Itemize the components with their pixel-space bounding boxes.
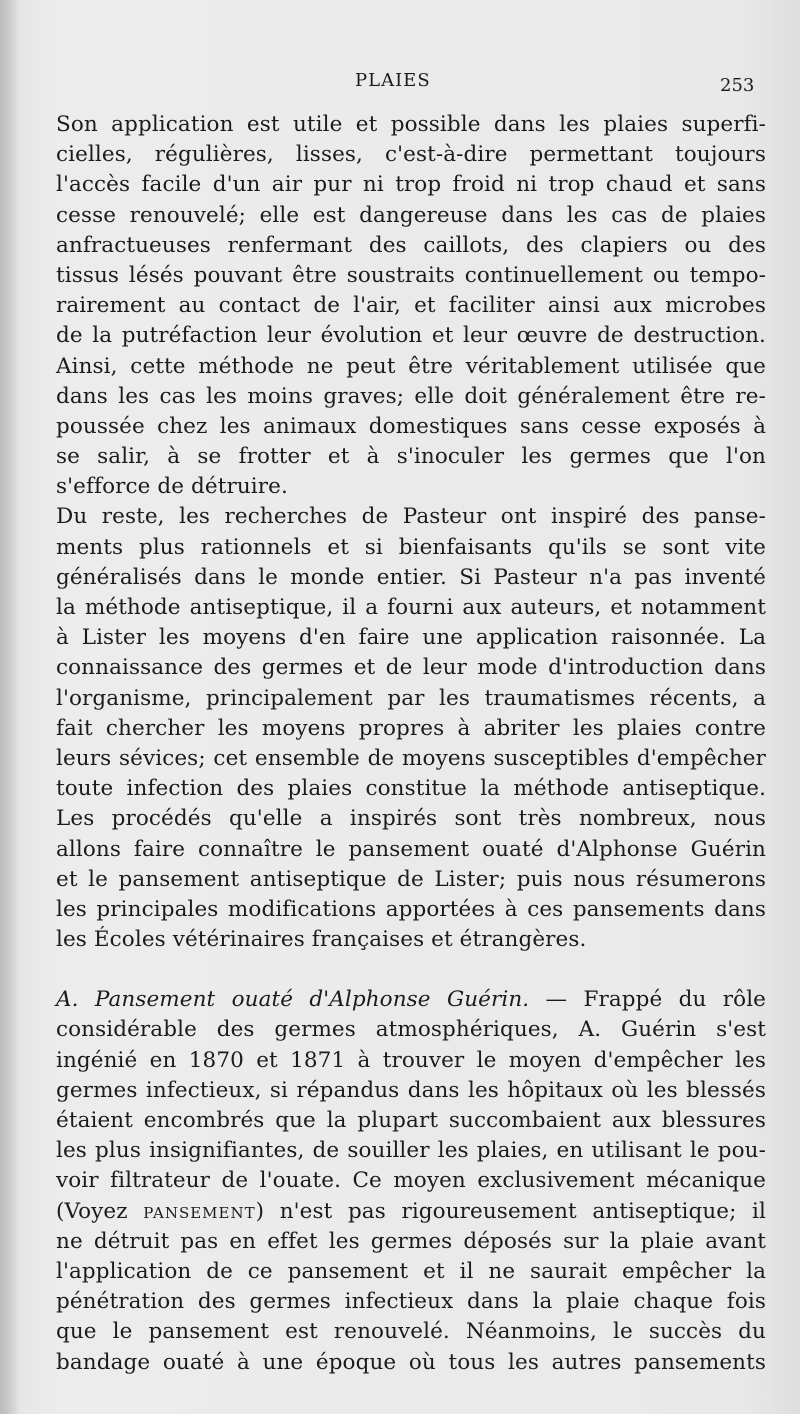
text-line: ne détruit pas en effet les germes déposés sur la plaie avant [56,1228,766,1254]
section-heading: A. Pansement ouaté d'Alphonse Guérin. [56,987,530,1013]
voyez-text: (Voyez [56,1198,144,1224]
heading-line-text: — Frappé du rôle [529,987,766,1013]
text-line: les Écoles vétérinaires françaises et étrangères. [56,927,587,953]
text-line: l'organisme, principalement par les traumatismes récents, a [56,685,766,711]
text-line: tissus lésés pouvant être soustraits continuellement ou tempo- [56,262,766,288]
text-line: cielles, régulières, lisses, c'est-à-dire permettant toujours [56,142,766,168]
text-line: l'application de ce pansement et il ne saurait empêcher la [56,1258,766,1284]
cross-reference-line [56,1197,766,1227]
text-line: Ainsi, cette méthode ne peut être véritablement utilisée que [56,353,766,379]
text-line: leurs sévices; cet ensemble de moyens susceptibles d'empêcher [56,745,766,771]
text-line: considérable des germes atmosphériques, A. Guérin s'est [56,1017,766,1043]
paragraph-3 [56,985,766,1377]
running-title: PLAIES [355,70,431,91]
text-line: ments plus rationnels et si bienfaisants qu'ils se sont vite [56,534,766,560]
paragraph-2 [56,502,766,955]
text-line: bandage ouaté à une époque où tous les autres pansements [56,1349,766,1375]
text-line: les principales modifications apportées à ces pansements dans [56,896,766,922]
text-line: voir filtrateur de l'ouate. Ce moyen exclusivement mécanique [56,1168,766,1194]
cross-reference: pansement [143,1198,256,1224]
text-line: Du reste, les recherches de Pasteur ont inspiré des panse- [56,504,766,530]
text-line: connaissance des germes et de leur mode d'introduction dans [56,655,766,681]
text-line: poussée chez les animaux domestiques sans cesse exposés à [56,413,766,439]
text-line: de la putréfaction leur évolution et leur œuvre de destruction. [56,323,766,349]
text-line: rairement au contact de l'air, et faciliter ainsi aux microbes [56,293,766,319]
text-line: s'efforce de détruire. [56,474,288,500]
paragraph-1 [56,110,766,502]
text-line: l'accès facile d'un air pur ni trop froid ni trop chaud et sans [56,172,766,198]
voyez-rest: ) n'est pas rigoureusement antiseptique; il [255,1198,766,1224]
page-binding-shadow [0,0,20,1414]
text-line: ingénié en 1870 et 1871 à trouver le moyen d'empêcher les [56,1047,766,1073]
text-line: généralisés dans le monde entier. Si Pasteur n'a pas inventé [56,564,766,590]
text-line: fait chercher les moyens propres à abriter les plaies contre [56,715,766,741]
text-line: la méthode antiseptique, il a fourni aux auteurs, et notamment [56,595,766,620]
section-gap [56,955,766,985]
text-line: dans les cas les moins graves; elle doit généralement être re- [56,383,766,409]
text-line: Les procédés qu'elle a inspirés sont très nombreux, nous [56,806,766,832]
text-line: pénétration des germes infectieux dans la plaie chaque fois [56,1289,766,1315]
body-text [56,110,766,1378]
text-line: les plus insignifiantes, de souiller les plaies, en utilisant le pou- [56,1138,766,1164]
section-heading-line [56,985,766,1015]
text-line: et le pansement antiseptique de Lister; puis nous résumerons [56,866,766,892]
text-line: germes infectieux, si répandus dans les hôpitaux où les blessés [56,1077,766,1103]
text-line: se salir, à se frotter et à s'inoculer les germes que l'on [56,444,766,470]
text-line: cesse renouvelé; elle est dangereuse dans les cas de plaies [56,202,766,228]
page-number: 253 [720,75,755,96]
text-line: que le pansement est renouvelé. Néanmoins, le succès du [56,1319,766,1345]
text-line: étaient encombrés que la plupart succombaient aux blessures [56,1108,766,1133]
text-line: anfractueuses renfermant des caillots, des clapiers ou des [56,232,766,258]
text-line: à Lister les moyens d'en faire une application raisonnée. La [56,625,766,651]
text-line: allons faire connaître le pansement ouaté d'Alphonse Guérin [56,836,766,862]
text-line: Son application est utile et possible dans les plaies superfi- [56,112,766,137]
text-line: toute infection des plaies constitue la méthode antiseptique. [56,776,766,802]
